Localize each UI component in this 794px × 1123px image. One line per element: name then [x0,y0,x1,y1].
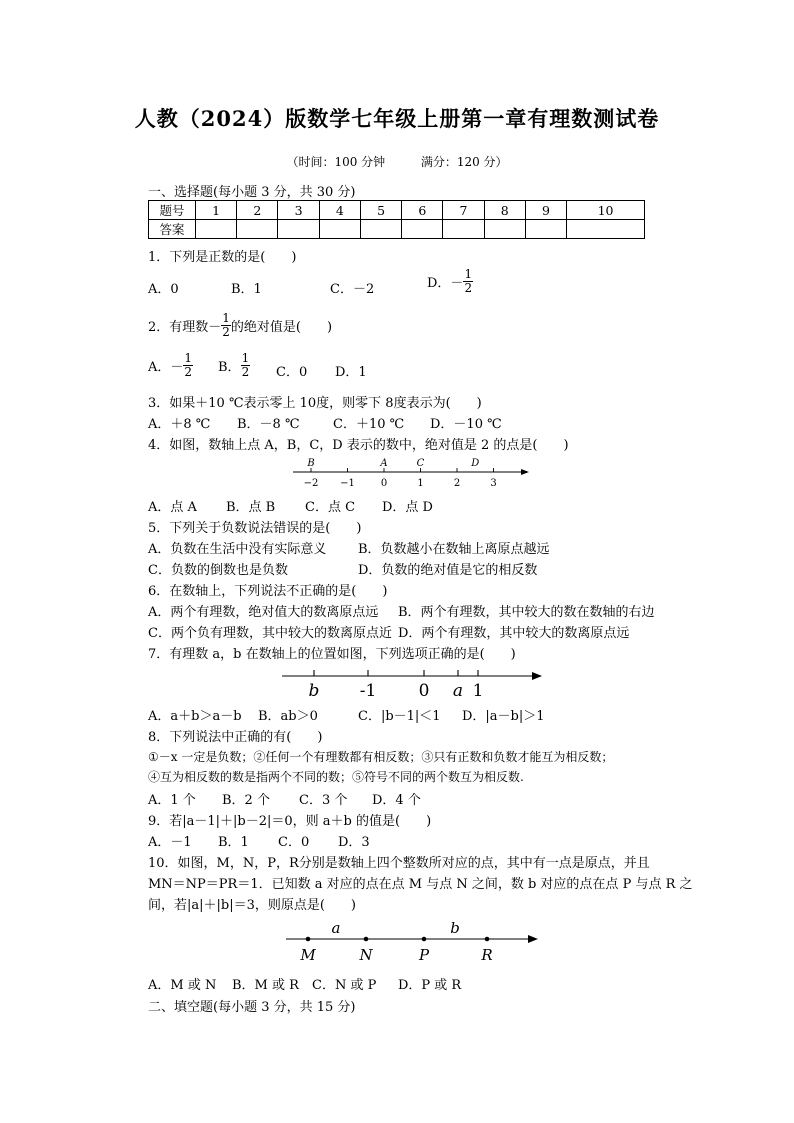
table-cell: 5 [360,201,401,220]
option: B．负数越小在数轴上离原点越远 [358,542,550,557]
point-label-C: C [416,458,425,469]
option: C．3 个 [299,793,348,808]
option: D．4 个 [372,793,421,808]
exam-info [0,153,794,170]
answer-cell[interactable] [567,220,645,239]
answer-cell[interactable] [278,220,319,239]
fraction-numerator: 1 [184,351,193,365]
answer-cell[interactable] [319,220,360,239]
q10-stem-line2: MN＝NP＝PR＝1．已知数 a 对应的点在点 M 与点 N 之间，数 b 对应的点在点 P 与点 R 之 [148,877,693,892]
q9-stem: 9．若|a－1|＋|b－2|＝0，则 a＋b 的值是( ) [148,814,432,829]
answer-table [148,200,645,239]
stem-text: 的绝对值是( ) [230,320,333,335]
q4-stem: 4．如图，数轴上点 A，B，C，D 表示的数中，绝对值是 2 的点是( ) [148,438,569,453]
option: C．－2 [330,282,375,297]
point-group [306,458,479,469]
option: D．|a－b|＞1 [462,709,545,724]
option [218,352,250,379]
option: C．|b－1|＜1 [358,709,441,724]
fraction-denominator: 2 [241,365,250,379]
answer-cell[interactable] [402,220,443,239]
fraction-numerator: 1 [222,311,230,325]
stem-text: 2．有理数－ [148,320,222,335]
point-label-B: B [307,458,315,469]
q6-stem: 6．在数轴上，下列说法不正确的是( ) [148,584,388,599]
option: D．3 [338,835,370,850]
table-cell: 1 [196,201,237,220]
q10-stem-line1: 10．如图，M，N，P，R分别是数轴上四个整数所对应的点，其中有一点是原点，并且 [148,856,650,871]
option: B．1 [218,835,249,850]
tick-label: 0 [380,478,388,489]
point-M [306,937,311,942]
q1-stem: 1．下列是正数的是( ) [148,250,297,265]
option-prefix: A．－ [148,360,184,375]
point-label-D: D [471,458,480,469]
option: A．两个有理数，绝对值大的数离原点远 [148,605,379,620]
q5-stem: 5．下列关于负数说法错误的是( ) [148,521,362,536]
table-row [149,220,645,239]
statement-line: ④互为相反数的数是指两个不同的数；⑤符号不同的两个数互为相反数. [148,770,524,784]
table-row [149,201,645,220]
fraction-numerator: 1 [241,351,250,365]
q7-stem: 7．有理数 a，b 在数轴上的位置如图，下列选项正确的是( ) [148,647,516,662]
table-cell: 9 [525,201,566,220]
answer-cell[interactable] [360,220,401,239]
point-N [364,937,369,942]
axis-arrow [532,672,542,680]
table-cell: 8 [484,201,525,220]
point-label-P: P [418,946,430,964]
tick-label: 1 [417,478,424,489]
table-cell: 答案 [149,220,196,239]
point-label-a: a [452,681,464,701]
axis-arrow [521,469,529,475]
option: B．－8 ℃ [237,417,300,432]
option-prefix: D．－ [427,276,464,291]
q2-stem [148,312,332,339]
table-cell: 6 [402,201,443,220]
option [427,268,473,295]
tick-label: 2 [453,478,461,489]
fraction-denominator: 2 [184,365,193,379]
number-line-figure-1 [285,455,535,491]
statement-line: ①－x 一定是负数；②任何一个有理数都有相反数；③只有正数和负数才能互为相反数； [148,750,614,764]
option: A．点 A [148,500,197,515]
q10-stem-line3: 间，若|a|＋|b|＝3，则原点是( ) [148,898,357,913]
table-cell: 题号 [149,201,196,220]
option: B．ab＞0 [258,709,318,724]
option: D．负数的绝对值是它的相反数 [358,563,538,578]
tick-group [304,468,497,489]
point-R [485,937,490,942]
point-label-A: A [380,458,388,469]
point-P [422,937,427,942]
option: A．＋8 ℃ [148,417,211,432]
option: C．＋10 ℃ [333,417,405,432]
option: A．1 个 [148,793,196,808]
answer-cell[interactable] [237,220,278,239]
section2-heading: 二、填空题(每小题 3 分，共 15 分) [148,1000,356,1015]
table-cell: 10 [567,201,645,220]
option: D．1 [335,365,367,380]
point-label-b: b [450,919,460,937]
option: C．0 [278,835,310,850]
tick-label: 1 [472,681,484,701]
q3-stem: 3．如果＋10 ℃表示零上 10度，则零下 8度表示为( ) [148,396,482,411]
option: C．点 C [305,500,356,515]
answer-cell[interactable] [484,220,525,239]
table-cell: 4 [319,201,360,220]
number-line-figure-2 [278,660,548,702]
option: A．－1 [148,835,192,850]
option: D．两个有理数，其中较大的数离原点远 [398,626,630,641]
option: B．M 或 R [232,978,299,993]
option: C．负数的倒数也是负数 [148,563,288,578]
point-label-a: a [331,919,341,937]
time-limit: （时间：100 分钟 [286,155,386,169]
table-cell: 2 [237,201,278,220]
tick-label: 3 [490,478,497,489]
number-line-figure-3 [280,918,544,966]
option: C．0 [276,365,308,380]
point-label-b: b [308,681,320,701]
option: D．点 D [382,500,433,515]
table-cell: 7 [443,201,484,220]
total-score: 满分：120 分） [420,155,508,169]
option-prefix: B． [218,360,241,375]
point-label-R: R [481,946,493,964]
option: B．2 个 [222,793,270,808]
answer-cell[interactable] [443,220,484,239]
point-label-N: N [359,946,373,964]
option: B．1 [231,282,262,297]
answer-cell[interactable] [196,220,237,239]
option: C．N 或 P [312,978,377,993]
fraction-denominator: 2 [222,325,230,339]
option [148,352,193,379]
point-label-M: M [300,946,316,964]
axis-arrow [528,935,538,943]
q8-stem: 8．下列说法中正确的有( ) [148,730,323,745]
tick-label: -1 [359,681,377,701]
answer-cell[interactable] [525,220,566,239]
option: A．a＋b＞a－b [148,709,242,724]
tick-label: −1 [340,478,355,489]
option: D．－10 ℃ [430,417,502,432]
option: B．点 B [226,500,276,515]
option: A．0 [148,282,179,297]
option: B．两个有理数，其中较大的数在数轴的右边 [398,605,655,620]
table-cell: 3 [278,201,319,220]
tick-label: 0 [418,681,430,701]
option: A．负数在生活中没有实际意义 [148,542,327,557]
section1-heading: 一、选择题(每小题 3 分，共 30 分) [148,185,356,200]
option: A．M 或 N [148,978,217,993]
fraction-numerator: 1 [464,267,473,281]
page-title: 人教（2024）版数学七年级上册第一章有理数测试卷 [134,106,660,131]
option: C．两个负有理数，其中较大的数离原点近 [148,626,392,641]
fraction-denominator: 2 [464,281,473,295]
option: D．P 或 R [398,978,462,993]
tick-label: −2 [303,478,319,489]
